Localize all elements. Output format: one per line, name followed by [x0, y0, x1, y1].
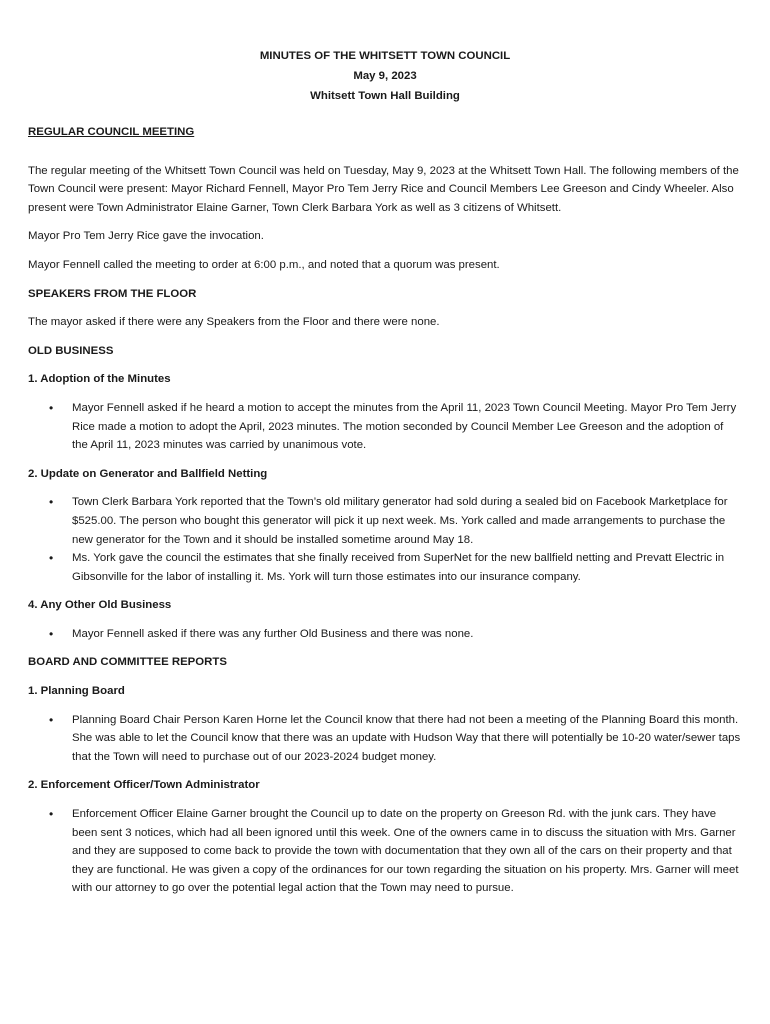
list-item [49, 399, 742, 455]
speakers-heading: SPEAKERS FROM THE FLOOR [28, 287, 197, 300]
list-item [49, 549, 742, 586]
old-business-heading: OLD BUSINESS [28, 344, 114, 357]
other-old-business-list [28, 625, 742, 644]
adoption-minutes-heading: 1. Adoption of the Minutes [28, 373, 171, 386]
list-item-text: Town Clerk Barbara York reported that the Town’s old military generator had sold during a sealed bid on Facebook Marketplace for $525.00. The person who bought this generator will pick it up next week. Ms. York called and made arrangements to purchase the new generator for the Town and it should be installed sometime around May 18. [72, 496, 728, 546]
regular-meeting-paragraph-2: Mayor Pro Tem Jerry Rice gave the invocation. [28, 230, 264, 243]
list-item [49, 493, 742, 549]
list-item-text: Enforcement Officer Elaine Garner brought the Council up to date on the property on Greeson Rd. with the junk cars. They have been sent 3 notices, which had all been ignored until this week. One of the owners came in to discuss the situation with Mrs. Garner and they are supposed to come back to provide the town with documentation that they own all of the cars on their property and that they are functional. He was given a copy of the ordinances for our town regarding the situation on his property. Mrs. Garner will meet with our attorney to go over the potential legal action that the Town may need to pursue. [72, 808, 739, 895]
other-old-business-heading: 4. Any Other Old Business [28, 599, 172, 612]
list-item-text: Mayor Fennell asked if there was any further Old Business and there was none. [72, 627, 474, 640]
generator-netting-heading: 2. Update on Generator and Ballfield Netting [28, 467, 268, 480]
list-item-text: Ms. York gave the council the estimates that she finally received from SuperNet for the new ballfield netting and Prevatt Electric in Gibsonville for the labor of installing it. Ms. York will turn those estimates into our insurance company. [72, 552, 725, 583]
bullet-icon: • [49, 626, 54, 641]
list-item [49, 711, 742, 767]
list-item-text: Mayor Fennell asked if he heard a motion to accept the minutes from the April 11, 2023 Town Council Meeting. Mayor Pro Tem Jerry Rice made a motion to adopt the April, 2023 minutes. The motion seconded by Council Member Lee Greeson and the adoption of the April 11, 2023 minutes was carried by unanimous vote. [72, 401, 737, 452]
list-item [49, 625, 742, 644]
bullet-icon: • [49, 712, 54, 727]
list-item [49, 805, 742, 898]
bullet-icon: • [49, 495, 54, 510]
enforcement-officer-list [28, 805, 742, 898]
meeting-location: Whitsett Town Hall Building [310, 90, 460, 102]
document-title: MINUTES OF THE WHITSETT TOWN COUNCIL [259, 50, 511, 62]
regular-meeting-paragraph-1: The regular meeting of the Whitsett Town Council was held on Tuesday, May 9, 2023 at the Whitsett Town Hall. The following members of the Town Council were present: Mayor Richard Fennell, Mayor Pro Tem Jerry Rice and Council Members Lee Greeson and Cindy Wheeler. Also present were Town Administrator Elaine Garner, Town Clerk Barbara York as well as 3 citizens of Whitsett. [28, 164, 739, 214]
regular-meeting-paragraph-3: Mayor Fennell called the meeting to order at 6:00 p.m., and noted that a quorum was present. [28, 258, 500, 271]
bullet-icon: • [49, 400, 54, 415]
enforcement-officer-heading: 2. Enforcement Officer/Town Administrator [28, 779, 260, 792]
speakers-paragraph: The mayor asked if there were any Speakers from the Floor and there were none. [28, 316, 440, 329]
list-item-text: Planning Board Chair Person Karen Horne let the Council know that there had not been a meeting of the Planning Board this month. She was able to let the Council know that there was an update with Hudson Way that there will potentially be 10-20 water/sewer taps that the Town will need to purchase out of our 2023-2024 budget money. [72, 713, 741, 763]
regular-meeting-heading: REGULAR COUNCIL MEETING [28, 126, 195, 138]
document-header [28, 46, 742, 106]
planning-board-heading: 1. Planning Board [28, 685, 125, 698]
meeting-date: May 9, 2023 [353, 70, 417, 82]
board-committee-reports-heading: BOARD AND COMMITTEE REPORTS [28, 656, 227, 669]
bullet-icon: • [49, 807, 54, 822]
adoption-minutes-list [28, 399, 742, 455]
generator-netting-list [28, 493, 742, 586]
planning-board-list [28, 711, 742, 767]
bullet-icon: • [49, 551, 54, 566]
